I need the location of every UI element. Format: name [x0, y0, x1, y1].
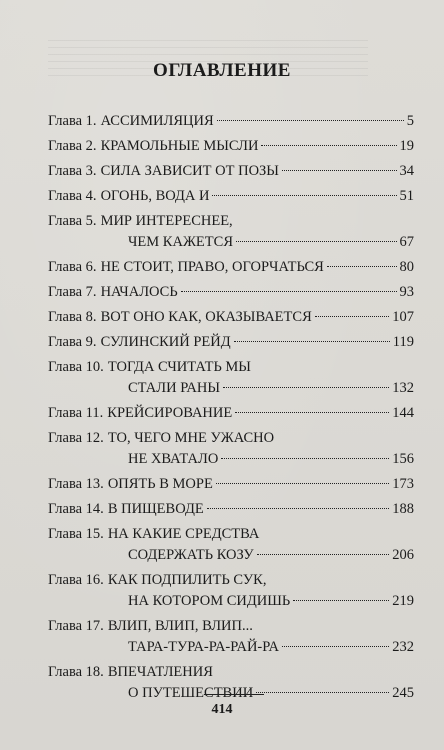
chapter-title: ВПЕЧАТЛЕНИЯ [107, 664, 213, 680]
chapter-page-number: 132 [392, 380, 414, 396]
chapter-page-number: 219 [392, 593, 414, 609]
toc-entry [48, 357, 414, 399]
toc-entry-line [48, 524, 414, 545]
chapter-page-number: 119 [392, 334, 414, 350]
toc-entry-continuation [48, 591, 414, 612]
dot-leader [282, 646, 389, 647]
chapter-title: ТОГДА СЧИТАТЬ МЫ [107, 359, 251, 375]
chapter-title: ТАРА-ТУРА-РА-РАЙ-РА [128, 639, 279, 655]
dot-leader [234, 341, 390, 342]
toc-entry-continuation [48, 637, 414, 658]
toc-entry [48, 616, 414, 658]
chapter-page-number: 34 [399, 163, 414, 179]
toc-entry-line [48, 136, 414, 157]
toc-entry-continuation [48, 232, 414, 253]
chapter-page-number: 144 [392, 405, 414, 421]
toc-entry-line [48, 428, 414, 449]
chapter-number: Глава 14. [48, 501, 104, 517]
table-of-contents [48, 111, 414, 708]
chapter-number: Глава 1. [48, 113, 97, 129]
toc-entry-line [48, 161, 414, 182]
toc-entry-line [48, 257, 414, 278]
dot-leader [256, 692, 389, 693]
toc-entry [48, 186, 414, 207]
dot-leader [217, 120, 404, 121]
toc-entry-line [48, 474, 414, 495]
toc-entry [48, 111, 414, 132]
toc-entry [48, 403, 414, 424]
chapter-title: ЧЕМ КАЖЕТСЯ [128, 234, 233, 250]
toc-entry-continuation [48, 449, 414, 470]
dot-leader [207, 508, 390, 509]
chapter-number: Глава 11. [48, 405, 104, 421]
chapter-page-number: 173 [392, 476, 414, 492]
chapter-title: АССИМИЛЯЦИЯ [100, 113, 214, 129]
chapter-title: НА КАКИЕ СРЕДСТВА [107, 526, 260, 542]
chapter-title: КРАМОЛЬНЫЕ МЫСЛИ [100, 138, 259, 154]
dot-leader [282, 170, 397, 171]
page-number: 414 [211, 702, 233, 717]
chapter-title: НА КОТОРОМ СИДИШЬ [128, 593, 291, 609]
chapter-title: ТО, ЧЕГО МНЕ УЖАСНО [107, 430, 275, 446]
chapter-page-number: 51 [399, 188, 414, 204]
page-title: ОГЛАВЛЕНИЕ [153, 60, 291, 81]
chapter-title: СИЛА ЗАВИСИТ ОТ ПОЗЫ [100, 163, 279, 179]
chapter-title: НАЧАЛОСЬ [100, 284, 178, 300]
chapter-number: Глава 9. [48, 334, 97, 350]
toc-entry-line [48, 662, 414, 683]
toc-entry-continuation [48, 378, 414, 399]
toc-entry-line [48, 307, 414, 328]
toc-entry-line [48, 332, 414, 353]
dot-leader [181, 291, 397, 292]
toc-entry [48, 524, 414, 566]
toc-entry-continuation [48, 545, 414, 566]
chapter-number: Глава 8. [48, 309, 97, 325]
toc-entry-line [48, 282, 414, 303]
chapter-number: Глава 16. [48, 572, 104, 588]
chapter-number: Глава 4. [48, 188, 97, 204]
chapter-number: Глава 17. [48, 618, 104, 634]
toc-entry-line [48, 403, 414, 424]
toc-entry-line [48, 499, 414, 520]
dot-leader [315, 316, 390, 317]
dot-leader [257, 554, 390, 555]
chapter-title: ВОТ ОНО КАК, ОКАЗЫВАЕТСЯ [100, 309, 312, 325]
chapter-page-number: 232 [392, 639, 414, 655]
dot-leader [293, 600, 389, 601]
dot-leader [212, 195, 396, 196]
toc-entry [48, 211, 414, 253]
footer-rule [204, 694, 264, 695]
chapter-number: Глава 5. [48, 213, 97, 229]
toc-entry [48, 161, 414, 182]
toc-entry-line [48, 570, 414, 591]
chapter-page-number: 19 [399, 138, 414, 154]
chapter-title: НЕ ХВАТАЛО [128, 451, 219, 467]
dot-leader [261, 145, 396, 146]
chapter-number: Глава 10. [48, 359, 104, 375]
chapter-title: ОГОНЬ, ВОДА И [100, 188, 210, 204]
chapter-page-number: 93 [399, 284, 414, 300]
chapter-page-number: 245 [392, 685, 414, 701]
dot-leader [235, 412, 389, 413]
toc-entry [48, 332, 414, 353]
chapter-number: Глава 13. [48, 476, 104, 492]
toc-entry-line [48, 186, 414, 207]
chapter-title: СОДЕРЖАТЬ КОЗУ [128, 547, 254, 563]
chapter-title: СУЛИНСКИЙ РЕЙД [100, 334, 231, 350]
chapter-title: МИР ИНТЕРЕСНЕЕ, [100, 213, 233, 229]
chapter-title: НЕ СТОИТ, ПРАВО, ОГОРЧАТЬСЯ [100, 259, 324, 275]
chapter-title: О ПУТЕШЕСТВИИ [128, 685, 254, 701]
chapter-page-number: 156 [392, 451, 414, 467]
toc-entry-line [48, 211, 414, 232]
dot-leader [236, 241, 397, 242]
chapter-number: Глава 6. [48, 259, 97, 275]
toc-entry [48, 474, 414, 495]
chapter-title: КАК ПОДПИЛИТЬ СУК, [107, 572, 267, 588]
chapter-number: Глава 3. [48, 163, 97, 179]
toc-entry [48, 307, 414, 328]
toc-entry-line [48, 357, 414, 378]
chapter-title: СТАЛИ РАНЫ [128, 380, 221, 396]
toc-entry [48, 570, 414, 612]
toc-entry [48, 282, 414, 303]
chapter-number: Глава 15. [48, 526, 104, 542]
chapter-title: ОПЯТЬ В МОРЕ [107, 476, 213, 492]
chapter-page-number: 80 [399, 259, 414, 275]
dot-leader [216, 483, 389, 484]
dot-leader [223, 387, 389, 388]
toc-entry-line [48, 111, 414, 132]
dot-leader [221, 458, 389, 459]
chapter-title: ВЛИП, ВЛИП, ВЛИП... [107, 618, 253, 634]
chapter-page-number: 5 [406, 113, 414, 129]
toc-entry [48, 257, 414, 278]
chapter-page-number: 206 [392, 547, 414, 563]
chapter-title: КРЕЙСИРОВАНИЕ [107, 405, 233, 421]
toc-entry [48, 136, 414, 157]
toc-entry [48, 662, 414, 704]
chapter-page-number: 107 [392, 309, 414, 325]
toc-entry [48, 428, 414, 470]
chapter-number: Глава 2. [48, 138, 97, 154]
chapter-number: Глава 12. [48, 430, 104, 446]
chapter-number: Глава 18. [48, 664, 104, 680]
toc-entry [48, 499, 414, 520]
chapter-number: Глава 7. [48, 284, 97, 300]
chapter-page-number: 67 [399, 234, 414, 250]
toc-entry-line [48, 616, 414, 637]
chapter-page-number: 188 [392, 501, 414, 517]
dot-leader [327, 266, 397, 267]
chapter-title: В ПИЩЕВОДЕ [107, 501, 204, 517]
